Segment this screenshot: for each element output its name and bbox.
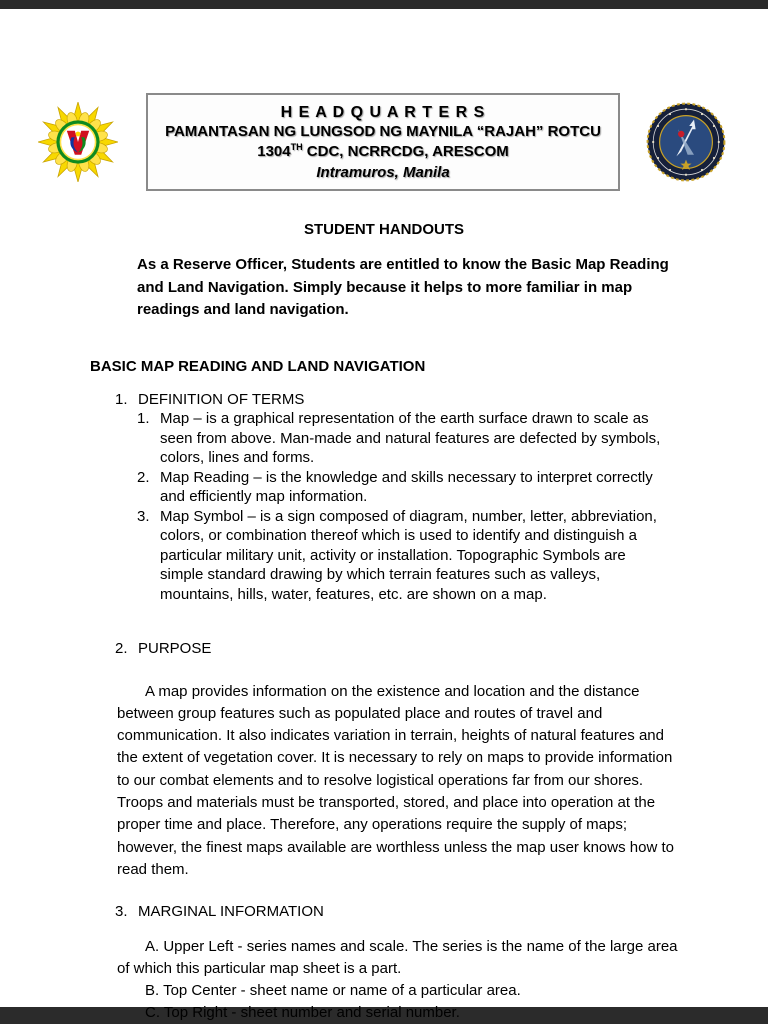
letterhead-unit-name: PAMANTASAN NG LUNGSOD NG MAYNILA “RAJAH” ROTCU [165,123,601,140]
purpose-paragraph: A map provides information on the existence and location and the distance between group features such as populated place and routes of travel and communication. It also indicates variation in terrain, heights of natural features and the extent of vegetation cover. It is necessary to rely on maps to provide information to our combat elements and to resolve logistical operations far from our shores. Troops and materials must be transported, stored, and place into operation at the proper time and place. Therefore, any operations require the supply of maps; however, the finest maps available are worthless unless the map user knows how to read them. [117,682,674,878]
document-page [0,9,768,1021]
list-item [137,507,673,605]
marginal-information-list [117,936,680,1024]
section-3-title: MARGINAL INFORMATION [138,903,324,921]
marginal-line-a: A. Upper Left - series names and scale. The series is the name of the large area of which this particular map sheet is a part. [117,937,678,977]
definition-list [137,409,673,604]
list-item-number: 3. [137,507,150,525]
section-1-heading [115,390,688,410]
section-2-number: 2. [115,640,128,657]
document-title: STUDENT HANDOUTS [304,221,464,238]
section-1-number: 1. [115,390,128,408]
section-3-number: 3. [115,903,128,921]
list-item [137,468,673,507]
section-2-title: PURPOSE [138,640,212,657]
marginal-line-c: C. Top Right - sheet number and serial number. [145,1003,460,1021]
list-item-text: Map – is a graphical representation of the earth surface drawn to scale as seen from above. Man-made and natural features are defected by symbols, colors, lines and forms. [160,410,661,466]
letterhead-box [146,93,620,191]
list-item-number: 2. [137,468,150,486]
section-3-heading [115,902,688,922]
letterhead-location: Intramuros, Manila [316,164,450,181]
letterhead [0,9,768,191]
section-1-title: DEFINITION OF TERMS [138,390,305,408]
list-item [137,409,673,468]
list-item-number: 1. [137,410,150,427]
letterhead-title: H E A D Q U A R T E R S [280,104,486,121]
plm-rotcu-seal-icon [38,102,118,182]
battalion-seal-icon [646,102,726,182]
list-item-text: Map Reading – is the knowledge and skills necessary to interpret correctly and efficiently map information. [160,468,653,505]
section-2-heading [115,639,688,659]
intro-paragraph: As a Reserve Officer, Students are entitled to know the Basic Map Reading and Land Navigation. Simply because it helps to more familiar in map readings and land navigation. [137,256,669,318]
list-item-text: Map Symbol – is a sign composed of diagram, number, letter, abbreviation, colors, or combination thereof which is used to identify and distinguish a particular military unit, activity or installation. Topographic Symbols are simple standard drawing by which terrain features such as valleys, mountains, hills, water, features, etc. are shown on a map. [160,507,657,603]
letterhead-unit-code: 1304TH CDC, NCRRCDG, ARESCOM [257,142,509,160]
main-heading: BASIC MAP READING AND LAND NAVIGATION [90,357,426,375]
marginal-line-b: B. Top Center - sheet name or name of a particular area. [145,981,521,999]
